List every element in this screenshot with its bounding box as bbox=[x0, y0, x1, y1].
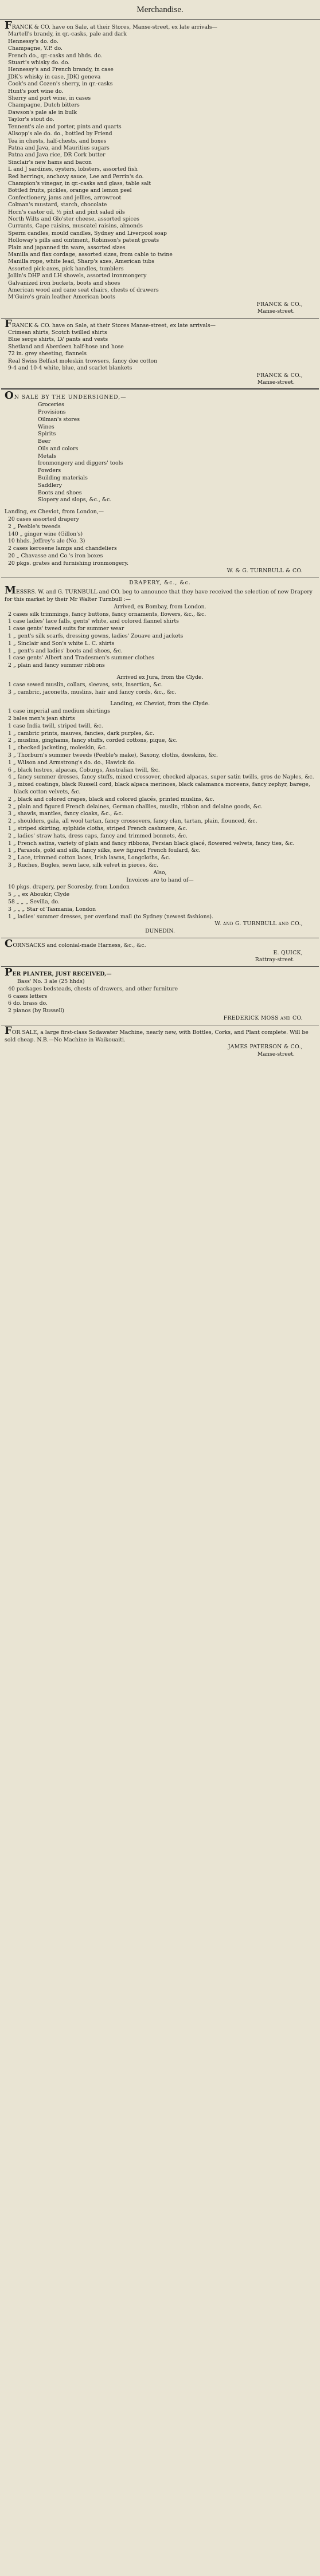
list-item: 1 „ Sinclair and Son's white L. C. shirts bbox=[8, 640, 115, 647]
advert-signature: FREDERICK MOSS and CO. bbox=[223, 1015, 303, 1022]
list-item: Oils and colors bbox=[38, 445, 79, 452]
list-item: Building materials bbox=[38, 475, 88, 482]
jura-heading: Arrived ex Jura, from the Clyde. bbox=[116, 674, 204, 681]
list-item: JDK's whisky in case, JDK) geneva bbox=[8, 73, 101, 80]
list-item: 6 „ black lustres, alpacas, Coburgs, Australian twill, &c. bbox=[8, 766, 160, 773]
landing-item-list bbox=[5, 516, 315, 568]
list-item: 58 „ „ „ Sevilla, do. bbox=[8, 898, 60, 905]
list-item: French do., qr.-casks and hhds. do. bbox=[8, 52, 103, 59]
list-item: Champagne, V.P. do. bbox=[8, 45, 63, 52]
list-item: Sinclair's new hams and bacon bbox=[8, 159, 92, 166]
list-item: Patna and Java, and Mauritius sugars bbox=[8, 144, 110, 151]
advert-lead: FRANCK & CO. have on Sale, at their Stores, Manse-street, ex late arrivals— bbox=[5, 19, 217, 32]
advert-lead: FOR SALE, a large first-class Sodawater Machine, nearly new, with Bottles, Corks, and Plant complete. Will be sold cheap. N.B.—No Machine in Waikouaiti. bbox=[5, 1024, 309, 1043]
advert-signature: E. QUICK, bbox=[273, 949, 303, 956]
list-item: 10 pkgs. drapery, per Scoresby, from London bbox=[8, 884, 130, 891]
list-item: 1 „ checked jacketing, moleskin, &c. bbox=[8, 745, 107, 752]
list-item: Provisions bbox=[38, 408, 66, 415]
list-item: 4 „ fancy summer dresses, fancy stuffs, mixed crossover, checked alpacas, super satin twills, gros de Naples, &c. bbox=[8, 774, 314, 781]
advert-signature: W. and G. TURNBULL and CO., bbox=[214, 921, 303, 927]
more-item-list bbox=[5, 840, 315, 870]
list-item: Colman's mustard, starch, chocolate bbox=[8, 202, 107, 209]
list-item: 6 cases letters bbox=[8, 993, 48, 1000]
list-item: 3 „ mixed coatings, black Russell cord, black alpaca merinoes, black calamanca moreens, fancy zephyr, barege, black cotton velvets, &c. bbox=[8, 781, 310, 795]
advert-lead: PER PLANTER, JUST RECEIVED,— bbox=[5, 966, 112, 979]
list-item: Boots and shoes bbox=[38, 489, 82, 496]
list-item: Real Swiss Belfast moleskin trowsers, fancy doe cotton bbox=[8, 357, 158, 364]
turnbull-sale-advert bbox=[0, 390, 320, 577]
list-item: 2 „ shoulders, gala, all wool tartan, fancy crossovers, fancy clan, tartan, plain, flounced, &c. bbox=[8, 818, 257, 825]
list-item: 40 packages bedsteads, chests of drawers, and other furniture bbox=[8, 985, 178, 992]
list-item: Martell's brandy, in qr.-casks, pale and dark bbox=[8, 31, 127, 38]
list-item: Manilla and flax cordage, assorted sizes, from cable to twine bbox=[8, 251, 173, 258]
list-item: Sperm candles, mould candles, Sydney and Liverpool soap bbox=[8, 230, 167, 237]
list-item: Manilla rope, white lead, Sharp's axes, American tubs bbox=[8, 258, 154, 265]
invoices-heading: Invoices are to hand of— bbox=[126, 876, 194, 883]
drapery-heading: DRAPERY, &c., &c. bbox=[129, 580, 191, 587]
list-item: Spirits bbox=[38, 431, 56, 438]
invoice-item-list bbox=[5, 884, 315, 921]
list-item: 1 case sewed muslin, collars, sleeves, sets, insertion, &c. bbox=[8, 681, 163, 688]
list-item: 1 „ gent's and ladies' boots and shoes, &c. bbox=[8, 647, 123, 654]
list-item: 2 „ plain and figured French delaines, German challies, muslin, ribbon and delaine goods, &c. bbox=[8, 803, 263, 810]
list-item: 72 in. grey sheeting, flannels bbox=[8, 351, 87, 357]
also-label: Also, bbox=[153, 869, 167, 876]
jura-item-list bbox=[5, 682, 315, 697]
list-item: Hunt's port wine do. bbox=[8, 88, 64, 95]
list-item: L and J sardines, oysters, lobsters, assorted fish bbox=[8, 166, 138, 173]
list-item: Champion's vinegar, in qr.-casks and glass, table salt bbox=[8, 180, 151, 187]
list-item: 1 case imperial and medium shirtings bbox=[8, 708, 111, 715]
list-item: 1 case gents' tweed suits for summer wear bbox=[8, 626, 124, 632]
landing-heading: Landing, ex Cheviot, from London,— bbox=[5, 509, 104, 516]
list-item: Horn's castor oil, ½ pint and pint salad oils bbox=[8, 209, 125, 215]
list-item: Assorted pick-axes, pick handles, tumblers bbox=[8, 265, 124, 272]
advert-lead: MESSRS. W. and G. TURNBULL and CO. beg to announce that they have received the selection of new Drapery for this market by their Mr Walter Turnbull :— bbox=[5, 584, 313, 603]
list-item: 1 „ striped skirting, sylphide cloths, striped French cashmere, &c. bbox=[8, 825, 188, 832]
list-item: 3 „ „ „ Star of Tasmania, London bbox=[8, 906, 96, 913]
list-item: 3 „ cambric, jaconetts, muslins, hair and fancy cords, &c., &c. bbox=[8, 689, 177, 695]
list-item: 2 „ Lace, trimmed cotton laces, Irish lawns, Longcloths, &c. bbox=[8, 855, 171, 862]
list-item: 1 „ French satins, variety of plain and fancy ribbons, Persian black glacé, flowered velvets, fancy ties, &c. bbox=[8, 840, 295, 847]
list-item: 1 „ gent's silk scarfs, dressing gowns, ladies' Zouave and jackets bbox=[8, 633, 184, 640]
paterson-advert bbox=[0, 1025, 320, 1061]
advert-signature: FRANCK & CO., bbox=[256, 372, 303, 379]
list-item: Patna and Java rice, DR Cork butter bbox=[8, 152, 106, 159]
franck-advert-2 bbox=[0, 318, 320, 389]
advert-lead: FRANCK & CO. have on Sale, at their Stores Manse-street, ex late arrivals— bbox=[5, 317, 216, 330]
franck-advert-1 bbox=[0, 20, 320, 318]
list-item: Stuart's whisky do. do. bbox=[8, 60, 70, 66]
cheviot-heading: Landing, ex Cheviot, from the Clyde. bbox=[110, 701, 210, 707]
turnbull-item-list bbox=[5, 402, 315, 504]
list-item: 2 „ plain and fancy summer ribbons bbox=[8, 662, 105, 669]
list-item: 140 „ ginger wine (Gillon's) bbox=[8, 530, 83, 537]
list-item: Powders bbox=[38, 467, 61, 474]
list-item: Plain and japanned tin ware, assorted sizes bbox=[8, 244, 126, 251]
list-item: Tennent's ale and porter, pints and quarts bbox=[8, 123, 122, 130]
list-item: 20 „ Chavasse and Co.'s iron boxes bbox=[8, 553, 103, 560]
list-item: Jollin's DHP and LH shovels, assorted ironmongery bbox=[8, 273, 147, 280]
advert-signature: W. & G. TURNBULL & CO. bbox=[227, 567, 303, 574]
list-item: Blue serge shirts, LV pants and vests bbox=[8, 336, 108, 343]
quick-advert bbox=[0, 938, 320, 966]
advert-lead: CORNSACKS and colonial-made Harness, &c., &c. bbox=[5, 937, 146, 950]
list-item: Oilman's stores bbox=[38, 416, 80, 423]
list-item: Holloway's pills and ointment, Robinson's patent groats bbox=[8, 237, 159, 244]
list-item: 1 „ Wilson and Armstrong's do. do., Hawick do. bbox=[8, 759, 136, 766]
list-item: Confectionery, jams and jellies, arrowroot bbox=[8, 194, 122, 201]
list-item: Cook's and Cozen's sherry, in qr.-casks bbox=[8, 81, 113, 88]
bombay-item-list bbox=[5, 611, 315, 670]
list-item: 3 „ shawls, mantles, fancy cloaks, &c., &c. bbox=[8, 811, 123, 817]
list-item: 3 „ Thorburn's summer tweeds (Peeble's make), Saxony, cloths, doeskins, &c. bbox=[8, 752, 218, 758]
list-item: 1 „ Parasols, gold and silk, fancy silks, new figured French foulard, &c. bbox=[8, 847, 201, 854]
list-item: Bottled fruits, pickles, orange and lemon peel bbox=[8, 187, 132, 194]
list-item: M'Guire's grain leather American boots bbox=[8, 294, 115, 301]
cheviot-item-list bbox=[5, 708, 315, 840]
list-item: Dawson's pale ale in bulk bbox=[8, 109, 77, 116]
drapery-advert bbox=[0, 577, 320, 937]
planter-advert bbox=[0, 967, 320, 1025]
list-item: Red herrings, anchovy sauce, Lee and Perrin's do. bbox=[8, 173, 144, 180]
planter-sub: Bass' No. 3 ale (25 hhds) bbox=[17, 978, 85, 985]
list-item: Metals bbox=[38, 453, 57, 459]
franck2-item-list bbox=[5, 329, 315, 372]
list-item: Allsopp's ale do. do., bottled by Friend bbox=[8, 131, 112, 137]
list-item: Currants, Cape raisins, muscatel raisins, almonds bbox=[8, 223, 143, 230]
list-item: 2 cases kerosene lamps and chandeliers bbox=[8, 545, 117, 552]
list-item: 1 „ ladies' summer dresses, per overland mail (to Sydney (newest fashions). bbox=[8, 913, 213, 920]
list-item: 2 „ muslins, ginghams, fancy stuffs, corded cottons, pique, &c. bbox=[8, 737, 178, 744]
advert-lead: ON SALE BY THE UNDERSIGNED,— bbox=[5, 390, 127, 402]
section-header: Merchandise. bbox=[0, 0, 320, 20]
list-item: 20 pkgs. grates and furnishing ironmongery. bbox=[8, 560, 129, 567]
bombay-heading: Arrived, ex Bombay, from London. bbox=[114, 603, 206, 610]
list-item: Saddlery bbox=[38, 482, 62, 489]
list-item: 1 case India twill, striped twill, &c. bbox=[8, 722, 103, 729]
list-item: 2 „ black and colored crapes, black and colored glacés, printed muslins, &c. bbox=[8, 796, 214, 803]
list-item: Shetland and Aberdeen half-hose and hose bbox=[8, 343, 124, 350]
list-item: 1 case ladies' lace falls, gents' white, and colored flannel shirts bbox=[8, 618, 179, 625]
advert-signature-place: Manse-street. bbox=[257, 1051, 295, 1058]
list-item: Groceries bbox=[38, 402, 64, 408]
list-item: Galvanized iron buckets, boots and shoes bbox=[8, 280, 120, 286]
advert-signature: JAMES PATERSON & CO., bbox=[228, 1044, 303, 1051]
list-item: Sherry and port wine, in cases bbox=[8, 95, 91, 102]
advert-signature-place: Manse-street. bbox=[257, 308, 295, 315]
list-item: Crimean shirts, Scotch twilled shirts bbox=[8, 329, 107, 336]
list-item: Wines bbox=[38, 423, 54, 430]
list-item: 9-4 and 10-4 white, blue, and scarlet blankets bbox=[8, 365, 132, 372]
list-item: Beer bbox=[38, 438, 51, 445]
list-item: 5 „ „ ex Aboukir, Clyde bbox=[8, 891, 70, 898]
list-item: Champagne, Dutch bitters bbox=[8, 102, 80, 109]
list-item: 2 bales men's jean shirts bbox=[8, 715, 75, 722]
list-item: Hennessy's and French brandy, in case bbox=[8, 66, 114, 73]
franck1-item-list bbox=[5, 31, 315, 301]
advert-signature-place: Rattray-street. bbox=[255, 957, 295, 963]
list-item: Slopery and slops, &c., &c. bbox=[38, 497, 112, 504]
advert-signature-place: Manse-street. bbox=[257, 379, 295, 386]
advert-signature: FRANCK & CO., bbox=[256, 301, 303, 308]
list-item: 3 „ Ruches, Bugles, sewn lace, silk velvet in pieces, &c. bbox=[8, 862, 158, 868]
list-item: 20 cases assorted drapery bbox=[8, 516, 79, 523]
list-item: 2 cases silk trimmings, fancy buttons, fancy ornaments, flowers, &c., &c. bbox=[8, 611, 206, 618]
list-item: Taylor's stout do. bbox=[8, 116, 54, 123]
planter-item-list bbox=[5, 986, 315, 1015]
list-item: 10 hhds. Jeffrey's ale (No. 3) bbox=[8, 538, 85, 545]
list-item: 2 „ Peeble's tweeds bbox=[8, 523, 61, 530]
list-item: 2 „ ladies' straw hats, dress caps, fancy and trimmed bonnets, &c. bbox=[8, 832, 188, 839]
list-item: Tea in chests, half-chests, and boxes bbox=[8, 137, 107, 144]
list-item: North Wilts and Glo'ster cheese, assorted spices bbox=[8, 215, 139, 222]
list-item: 2 pianos (by Russell) bbox=[8, 1008, 65, 1014]
list-item: American wood and cane seat chairs, chests of drawers bbox=[8, 287, 159, 294]
list-item: 6 do. brass do. bbox=[8, 1000, 48, 1007]
list-item: Hennessy's do. do. bbox=[8, 38, 58, 45]
list-item: 1 case gents' Albert and Tradesmen's summer clothes bbox=[8, 655, 155, 662]
list-item: 1 „ cambric prints, mauves, fancies, dark purples, &c. bbox=[8, 730, 155, 737]
list-item: Ironmongery and diggers' tools bbox=[38, 460, 123, 467]
advert-signature-place: DUNEDIN. bbox=[145, 928, 175, 935]
